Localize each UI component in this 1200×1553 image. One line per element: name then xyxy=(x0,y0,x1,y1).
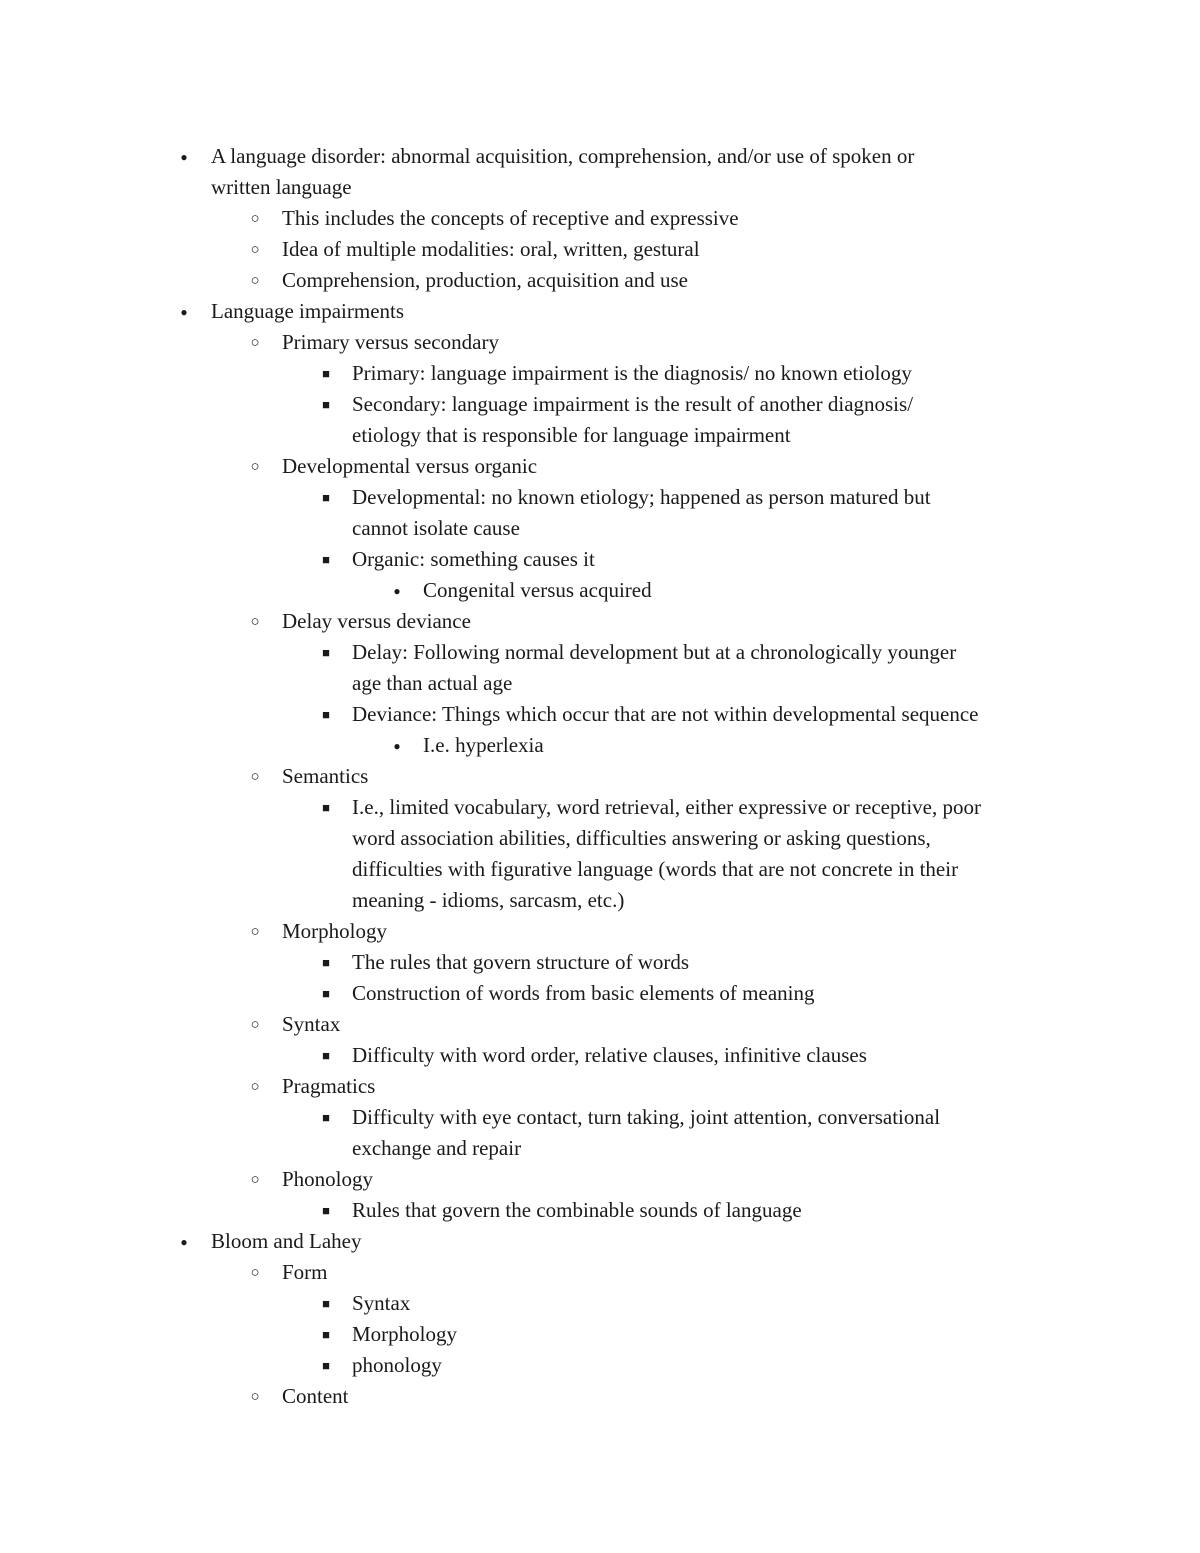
outline-item-level-2 xyxy=(0,451,1200,482)
outline-item-text: Deviance: Things which occur that are not within developmental sequence xyxy=(352,702,979,726)
square-bullet-icon xyxy=(316,1195,336,1226)
outline-item-level-3 xyxy=(0,1319,1200,1350)
circle-bullet-icon xyxy=(245,265,265,297)
outline-item-level-2 xyxy=(0,1257,1200,1288)
outline-item-text: Syntax xyxy=(282,1012,341,1036)
outline-item-level-3 xyxy=(0,1288,1200,1319)
square-bullet-icon xyxy=(316,1102,336,1133)
circle-bullet-icon xyxy=(245,1381,265,1413)
outline-item-level-3 xyxy=(0,699,1200,730)
outline-item-text: Secondary: language impairment is the result of another diagnosis/ xyxy=(352,392,914,416)
outline-item-text: Language impairments xyxy=(211,299,405,323)
circle-bullet-icon xyxy=(245,327,265,359)
outline-item-level-2 xyxy=(0,265,1200,296)
outline-continuation-line xyxy=(0,1133,1200,1164)
square-bullet-icon xyxy=(316,637,336,668)
outline-item-text: Phonology xyxy=(282,1167,374,1191)
disc-bullet-icon xyxy=(174,1226,194,1258)
outline-item-text: Form xyxy=(282,1260,328,1284)
document-page xyxy=(0,141,1200,1412)
outline-item-level-2 xyxy=(0,916,1200,947)
outline-item-text: word association abilities, difficulties answering or asking questions, xyxy=(352,826,931,850)
outline-continuation-line xyxy=(0,420,1200,451)
square-bullet-icon xyxy=(316,1319,336,1350)
outline-item-text: Congenital versus acquired xyxy=(423,578,652,602)
outline-item-text: Comprehension, production, acquisition and use xyxy=(282,268,688,292)
outline-item-text: meaning - idioms, sarcasm, etc.) xyxy=(352,888,625,912)
outline-item-text: Content xyxy=(282,1384,349,1408)
outline-item-text: cannot isolate cause xyxy=(352,516,520,540)
outline-item-text: I.e. hyperlexia xyxy=(423,733,544,757)
outline-item-level-1 xyxy=(0,141,1200,172)
outline-item-text: Developmental: no known etiology; happened as person matured but xyxy=(352,485,931,509)
outline-item-level-2 xyxy=(0,234,1200,265)
square-bullet-icon xyxy=(316,482,336,513)
outline-item-level-2 xyxy=(0,327,1200,358)
outline-item-text: Construction of words from basic elements of meaning xyxy=(352,981,815,1005)
square-bullet-icon xyxy=(316,1040,336,1071)
outline-item-text: written language xyxy=(211,175,352,199)
outline-item-text: Pragmatics xyxy=(282,1074,376,1098)
disc-bullet-icon xyxy=(174,141,194,173)
square-bullet-icon xyxy=(316,358,336,389)
outline-item-level-2 xyxy=(0,1009,1200,1040)
outline-item-text: Primary versus secondary xyxy=(282,330,499,354)
circle-bullet-icon xyxy=(245,451,265,483)
outline-item-text: Primary: language impairment is the diagnosis/ no known etiology xyxy=(352,361,912,385)
outline-item-level-2 xyxy=(0,761,1200,792)
outline-item-level-3 xyxy=(0,947,1200,978)
disc-bullet-icon xyxy=(387,730,407,762)
outline-item-text: phonology xyxy=(352,1353,442,1377)
outline-item-level-3 xyxy=(0,978,1200,1009)
outline-item-text: Delay versus deviance xyxy=(282,609,471,633)
square-bullet-icon xyxy=(316,389,336,420)
outline-item-text: etiology that is responsible for language impairment xyxy=(352,423,791,447)
outline-item-level-4 xyxy=(0,730,1200,761)
outline-item-text: Morphology xyxy=(282,919,387,943)
outline-continuation-line xyxy=(0,172,1200,203)
square-bullet-icon xyxy=(316,544,336,575)
outline-item-level-2 xyxy=(0,606,1200,637)
outline-item-level-3 xyxy=(0,1350,1200,1381)
circle-bullet-icon xyxy=(245,1257,265,1289)
outline-item-level-3 xyxy=(0,1040,1200,1071)
circle-bullet-icon xyxy=(245,1164,265,1196)
outline-item-text: The rules that govern structure of words xyxy=(352,950,690,974)
outline-item-text: Delay: Following normal development but at a chronologically younger xyxy=(352,640,957,664)
outline-item-level-2 xyxy=(0,203,1200,234)
square-bullet-icon xyxy=(316,1288,336,1319)
outline-item-level-3 xyxy=(0,544,1200,575)
outline-item-text: Bloom and Lahey xyxy=(211,1229,362,1253)
square-bullet-icon xyxy=(316,699,336,730)
outline-item-level-1 xyxy=(0,296,1200,327)
outline-item-level-3 xyxy=(0,389,1200,420)
outline-item-level-3 xyxy=(0,1195,1200,1226)
outline-item-text: exchange and repair xyxy=(352,1136,522,1160)
circle-bullet-icon xyxy=(245,1071,265,1103)
outline-continuation-line xyxy=(0,668,1200,699)
circle-bullet-icon xyxy=(245,234,265,266)
disc-bullet-icon xyxy=(174,296,194,328)
outline-item-level-3 xyxy=(0,792,1200,823)
outline-item-level-3 xyxy=(0,637,1200,668)
outline-item-text: difficulties with figurative language (words that are not concrete in their xyxy=(352,857,959,881)
outline-item-level-3 xyxy=(0,1102,1200,1133)
square-bullet-icon xyxy=(316,978,336,1009)
outline-item-text: Rules that govern the combinable sounds of language xyxy=(352,1198,802,1222)
disc-bullet-icon xyxy=(387,575,407,607)
square-bullet-icon xyxy=(316,947,336,978)
circle-bullet-icon xyxy=(245,916,265,948)
outline-item-level-1 xyxy=(0,1226,1200,1257)
square-bullet-icon xyxy=(316,792,336,823)
circle-bullet-icon xyxy=(245,761,265,793)
outline-item-text: Syntax xyxy=(352,1291,411,1315)
circle-bullet-icon xyxy=(245,1009,265,1041)
outline-item-level-2 xyxy=(0,1071,1200,1102)
outline-item-level-3 xyxy=(0,358,1200,389)
outline-item-level-2 xyxy=(0,1381,1200,1412)
outline-item-level-3 xyxy=(0,482,1200,513)
outline-item-text: This includes the concepts of receptive and expressive xyxy=(282,206,739,230)
outline-item-text: Developmental versus organic xyxy=(282,454,538,478)
outline-continuation-line xyxy=(0,885,1200,916)
outline-item-text: Idea of multiple modalities: oral, written, gestural xyxy=(282,237,700,261)
outline-continuation-line xyxy=(0,823,1200,854)
outline-item-text: Semantics xyxy=(282,764,369,788)
outline-item-text: Difficulty with word order, relative clauses, infinitive clauses xyxy=(352,1043,867,1067)
outline-item-text: age than actual age xyxy=(352,671,513,695)
outline-item-level-2 xyxy=(0,1164,1200,1195)
circle-bullet-icon xyxy=(245,203,265,235)
outline-item-text: Organic: something causes it xyxy=(352,547,595,571)
outline-continuation-line xyxy=(0,513,1200,544)
circle-bullet-icon xyxy=(245,606,265,638)
square-bullet-icon xyxy=(316,1350,336,1381)
outline-continuation-line xyxy=(0,854,1200,885)
outline-item-text: I.e., limited vocabulary, word retrieval, either expressive or receptive, poor xyxy=(352,795,981,819)
outline-item-text: A language disorder: abnormal acquisition, comprehension, and/or use of spoken or xyxy=(211,144,915,168)
outline-item-text: Difficulty with eye contact, turn taking, joint attention, conversational xyxy=(352,1105,941,1129)
outline-item-level-4 xyxy=(0,575,1200,606)
outline-item-text: Morphology xyxy=(352,1322,457,1346)
